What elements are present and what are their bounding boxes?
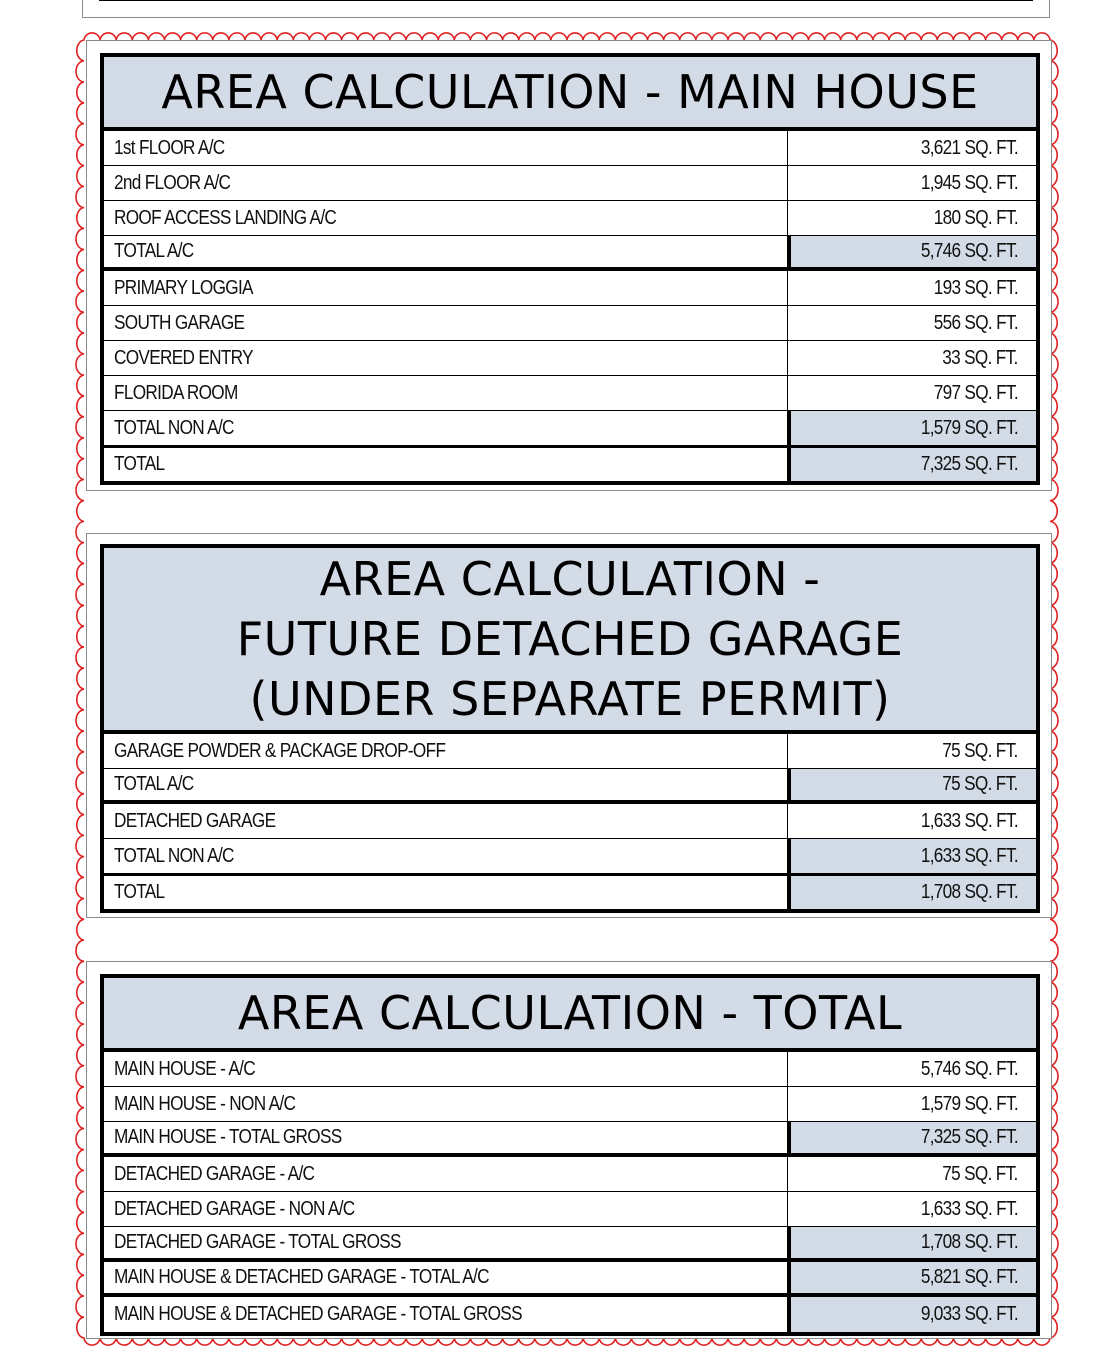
row-value: 180 SQ. FT. bbox=[933, 206, 1018, 229]
row-label: TOTAL NON A/C bbox=[104, 411, 788, 445]
row-label: TOTAL bbox=[104, 448, 788, 481]
row-value: 797 SQ. FT. bbox=[933, 381, 1018, 404]
row-value: 5,821 SQ. FT. bbox=[788, 1262, 1036, 1293]
row-value: 9,033 SQ. FT. bbox=[788, 1297, 1036, 1332]
table-row bbox=[104, 271, 1036, 306]
previous-table-bottom-border bbox=[99, 0, 1033, 1]
row-label: 2nd FLOOR A/C bbox=[104, 166, 788, 200]
row-label: DETACHED GARAGE - TOTAL GROSS bbox=[104, 1227, 788, 1258]
row-label: MAIN HOUSE & DETACHED GARAGE - TOTAL GROSS bbox=[104, 1297, 788, 1332]
table-row-subtotal bbox=[104, 411, 1036, 446]
row-value: 1,633 SQ. FT. bbox=[788, 839, 1036, 873]
row-label: MAIN HOUSE - NON A/C bbox=[104, 1087, 788, 1121]
table-row bbox=[104, 341, 1036, 376]
row-label: FLORIDA ROOM bbox=[104, 376, 788, 410]
title-line: AREA CALCULATION - bbox=[319, 552, 821, 606]
table-row-subtotal bbox=[104, 769, 1036, 804]
row-label: DETACHED GARAGE - NON A/C bbox=[104, 1192, 788, 1226]
row-value: 1,633 SQ. FT. bbox=[920, 809, 1018, 832]
table-row-subtotal bbox=[104, 1262, 1036, 1297]
row-value: 5,746 SQ. FT. bbox=[920, 1057, 1018, 1080]
row-value: 1,633 SQ. FT. bbox=[920, 1197, 1018, 1220]
row-value: 7,325 SQ. FT. bbox=[788, 1122, 1036, 1153]
row-value: 1,945 SQ. FT. bbox=[920, 171, 1018, 194]
table-title bbox=[104, 57, 1036, 131]
row-label: 1st FLOOR A/C bbox=[104, 131, 788, 165]
table-row-total bbox=[104, 1297, 1036, 1332]
row-label: GARAGE POWDER & PACKAGE DROP-OFF bbox=[104, 734, 788, 768]
table-row bbox=[104, 1087, 1036, 1122]
table-row bbox=[104, 306, 1036, 341]
table-total bbox=[100, 974, 1040, 1336]
row-label: PRIMARY LOGGIA bbox=[104, 271, 788, 305]
title-line: (UNDER SEPARATE PERMIT) bbox=[249, 672, 891, 726]
row-value: 193 SQ. FT. bbox=[933, 276, 1018, 299]
row-label: MAIN HOUSE & DETACHED GARAGE - TOTAL A/C bbox=[104, 1262, 788, 1293]
table-row bbox=[104, 376, 1036, 411]
table-row-subtotal bbox=[104, 1227, 1036, 1262]
table-title bbox=[104, 548, 1036, 734]
row-label: SOUTH GARAGE bbox=[104, 306, 788, 340]
row-value: 5,746 SQ. FT. bbox=[788, 236, 1036, 267]
table-row-subtotal bbox=[104, 1122, 1036, 1157]
table-row-subtotal bbox=[104, 236, 1036, 271]
table-main-house bbox=[100, 53, 1040, 485]
row-label: TOTAL bbox=[104, 876, 788, 909]
table-row-subtotal bbox=[104, 839, 1036, 874]
previous-table-frame bbox=[82, 0, 1050, 18]
row-value: 1,579 SQ. FT. bbox=[788, 411, 1036, 445]
row-value: 75 SQ. FT. bbox=[788, 769, 1036, 800]
row-label: MAIN HOUSE - A/C bbox=[104, 1052, 788, 1086]
row-value: 3,621 SQ. FT. bbox=[920, 136, 1018, 159]
title-line: AREA CALCULATION - TOTAL bbox=[237, 986, 903, 1040]
row-value: 556 SQ. FT. bbox=[933, 311, 1018, 334]
row-label: DETACHED GARAGE - A/C bbox=[104, 1157, 788, 1191]
table-row bbox=[104, 166, 1036, 201]
panel-main-house bbox=[86, 40, 1052, 491]
panel-detached-garage bbox=[86, 533, 1052, 918]
table-row bbox=[104, 201, 1036, 236]
row-label: TOTAL NON A/C bbox=[104, 839, 788, 873]
row-label: COVERED ENTRY bbox=[104, 341, 788, 375]
table-row bbox=[104, 1052, 1036, 1087]
title-line: AREA CALCULATION - MAIN HOUSE bbox=[161, 65, 979, 119]
table-row-total bbox=[104, 446, 1036, 481]
title-line: FUTURE DETACHED GARAGE bbox=[236, 612, 904, 666]
row-label: MAIN HOUSE - TOTAL GROSS bbox=[104, 1122, 788, 1153]
row-value: 7,325 SQ. FT. bbox=[788, 448, 1036, 481]
row-value: 33 SQ. FT. bbox=[942, 346, 1018, 369]
table-row bbox=[104, 1157, 1036, 1192]
row-label: TOTAL A/C bbox=[104, 236, 788, 267]
row-value: 75 SQ. FT. bbox=[942, 739, 1018, 762]
panel-total bbox=[86, 961, 1052, 1339]
row-value: 1,708 SQ. FT. bbox=[788, 876, 1036, 909]
row-value: 1,708 SQ. FT. bbox=[788, 1227, 1036, 1258]
row-label: ROOF ACCESS LANDING A/C bbox=[104, 201, 788, 235]
row-label: TOTAL A/C bbox=[104, 769, 788, 800]
table-title bbox=[104, 978, 1036, 1052]
table-row bbox=[104, 131, 1036, 166]
row-value: 1,579 SQ. FT. bbox=[920, 1092, 1018, 1115]
row-value: 75 SQ. FT. bbox=[942, 1162, 1018, 1185]
table-detached-garage bbox=[100, 544, 1040, 913]
table-row-total bbox=[104, 874, 1036, 909]
table-row bbox=[104, 804, 1036, 839]
table-row bbox=[104, 1192, 1036, 1227]
row-label: DETACHED GARAGE bbox=[104, 804, 788, 838]
table-row bbox=[104, 734, 1036, 769]
